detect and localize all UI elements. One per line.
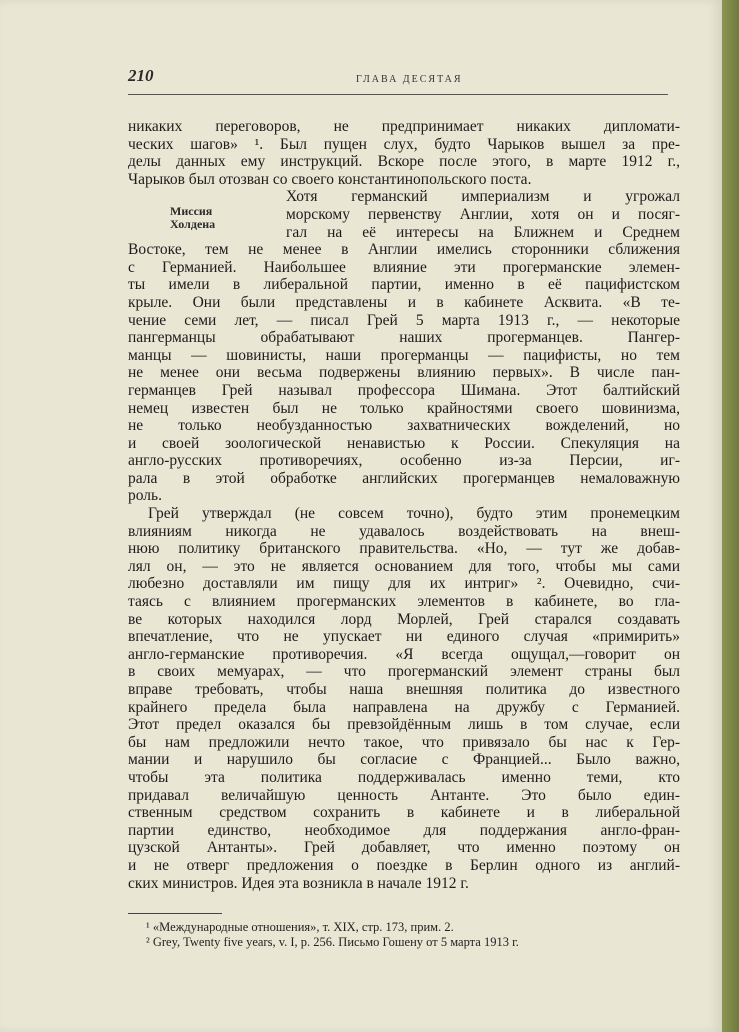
text-line: и не отверг предложения о поездке в Берлин одного из англий-	[128, 856, 680, 874]
text-line: крыле. Они были представлены и в кабинете Асквита. «В те-	[128, 293, 680, 311]
text-line: не только необузданностью захватнических вожделений, но	[128, 417, 680, 435]
text-line: бы нам предложили нечто такое, что привязало бы нас к Гер-	[128, 733, 680, 751]
text-line: ве которых находился лорд Морлей, Грей старался создавать	[128, 610, 680, 628]
margin-note-line: Холдена	[170, 217, 216, 231]
text-line: таясь с влиянием прогерманских элементов в кабинете, во гла-	[128, 593, 680, 611]
page-number: 210	[128, 66, 154, 85]
text-line: впечатление, что не упускает ни единого случая «примирить»	[128, 628, 680, 646]
text-line: с Германией. Наибольшее влияние эти прогерманские элемен-	[128, 258, 680, 276]
text-line: чтобы эта политика поддерживалась именно теми, кто	[128, 768, 680, 786]
text-line: в своих мемуарах, — что прогерманский элемент страны был	[128, 663, 680, 681]
body-text	[128, 118, 680, 892]
text-line: манцы — шовинисты, наши прогерманцы — пацифисты, но тем	[128, 346, 680, 364]
text-line: Востоке, тем не менее в Англии имелись сторонники сближения	[128, 241, 680, 259]
text-line: вправе требовать, чтобы наша внешняя политика до известного	[128, 681, 680, 698]
text-line: гал на её интересы на Ближнем и Среднем	[286, 223, 680, 241]
footnote: ² Grey, Twenty five years, v. I, p. 256. Письмо Гошену от 5 марта 1913 г.	[146, 935, 519, 949]
page-header	[128, 66, 668, 95]
text-line: крайнего предела была направлена на дружбу с Германией.	[128, 698, 680, 716]
text-line: никаких переговоров, не предпринимает никаких дипломати-	[128, 118, 680, 135]
footnote-divider	[128, 913, 222, 914]
footnote: ¹ «Международные отношения», т. XIX, стр. 173, прим. 2.	[146, 920, 454, 934]
footnotes	[146, 920, 676, 950]
text-line: Чарыков был отозван со своего константинопольского поста.	[128, 170, 532, 188]
margin-note-line: Миссия	[170, 204, 213, 218]
text-line: ских министров. Идея эта возникла в начале 1912 г.	[128, 874, 469, 892]
text-line: роль.	[128, 487, 162, 505]
text-line: придавал величайшую ценность Антанте. Это было един-	[128, 786, 680, 804]
text-line: влияниям никогда не удавалось воздействовать на внеш-	[128, 522, 680, 540]
text-line: англо-германские противоречия. «Я всегда ощущал,—говорит он	[128, 645, 680, 663]
text-line: ственным средством сохранить в кабинете и в либеральной	[128, 804, 680, 822]
text-line: не менее они весьма подвержены влиянию первых». В числе пан-	[128, 364, 680, 382]
text-line: Хотя германский империализм и угрожал	[286, 188, 680, 206]
text-line: и своей зоологической ненавистью к России. Спекуляция на	[128, 434, 680, 452]
text-line: чение семи лет, — писал Грей 5 марта 1913 г., — некоторые	[128, 311, 680, 329]
text-line: Этот предел оказался бы превзойдённым лишь в том случае, если	[128, 716, 680, 734]
text-line: нюю политику британского правительства. «Но, — тут же добав-	[128, 540, 680, 558]
text-line: партии единство, необходимое для поддержания англо-фран-	[128, 821, 680, 839]
book-edge	[722, 0, 739, 1032]
text-line: мании и нарушило бы согласие с Францией... Было важно,	[128, 751, 680, 769]
text-line: германцев Грей называл профессора Шимана. Этот балтийский	[128, 381, 680, 399]
text-line: немец известен был не только крайностями своего шовинизма,	[128, 399, 680, 417]
text-line: Грей утверждал (не совсем точно), будто этим пронемецким	[148, 505, 680, 523]
text-line: ческих шагов» ¹. Был пущен слух, будто Чарыков вышел за пре-	[128, 135, 680, 153]
text-line: делы данных ему инструкций. Вскоре после этого, в марте 1912 г.,	[128, 153, 680, 171]
text-line: цузской Антанты». Грей добавляет, что именно поэтому он	[128, 839, 680, 857]
running-head: ГЛАВА ДЕСЯТАЯ	[356, 74, 463, 85]
text-line: морскому первенству Англии, хотя он и посяг-	[286, 205, 680, 223]
text-line: пангерманцы обрабатывают наших прогерманцев. Пангер-	[128, 329, 680, 347]
text-line: ты имели в либеральной партии, именно в её пацифистском	[128, 276, 680, 294]
text-line: любезно доставляли им пищу для их интриг» ². Очевидно, счи-	[128, 575, 680, 593]
text-line: лял он, — это не является основанием для того, чтобы мы сами	[128, 557, 680, 575]
text-line: англо-русских противоречиях, особенно из-за Персии, иг-	[128, 452, 680, 470]
text-line: рала в этой обработке английских прогерманцев немаловажную	[128, 469, 680, 487]
